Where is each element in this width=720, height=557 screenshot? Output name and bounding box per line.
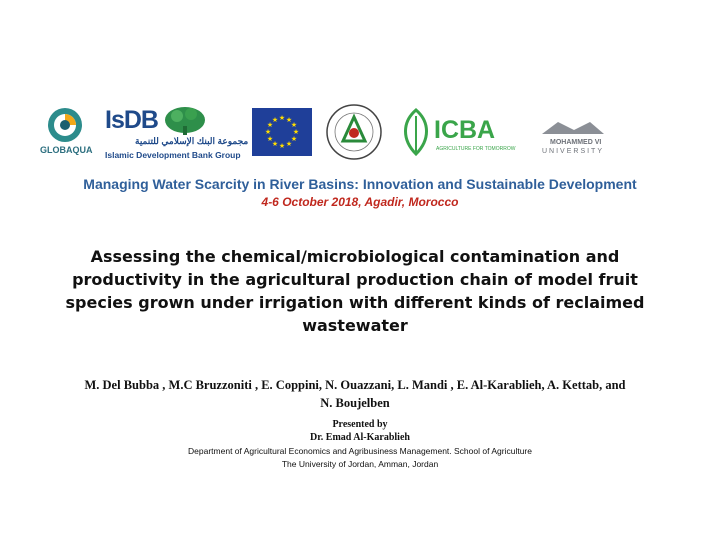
svg-text:★: ★	[266, 121, 274, 129]
icba-tagline: AGRICULTURE FOR TOMORROW	[436, 146, 516, 152]
svg-text:★: ★	[285, 140, 293, 148]
university: The University of Jordan, Amman, Jordan	[281, 459, 439, 469]
um6p-line2: UNIVERSITY	[542, 148, 605, 155]
um6p-logo	[538, 118, 608, 160]
icba-logo	[400, 106, 516, 162]
um6p-name: MOHAMMED VI	[550, 139, 602, 146]
svg-text:★: ★	[271, 140, 279, 148]
isdb-logo	[105, 106, 249, 162]
isdb-tree-icon	[163, 106, 208, 136]
svg-text:★: ★	[278, 114, 286, 122]
svg-text:★: ★	[290, 135, 298, 143]
conference-title: Managing Water Scarcity in River Basins: Innovation and Sustainable Development	[83, 176, 637, 192]
svg-text:★: ★	[278, 142, 286, 150]
authors: M. Del Bubba , M.C Bruzzoniti , E. Coppini, N. Ouazzani, L. Mandi , E. Al-Karablieh, A. Kettab, and N. Boujelben	[84, 378, 626, 410]
department: Department of Agricultural Economics and Agribusiness Management. School of Agriculture	[188, 446, 532, 456]
presented-by-label: Presented by	[332, 419, 388, 430]
svg-text:★: ★	[292, 128, 300, 136]
svg-text:★: ★	[290, 121, 298, 129]
talk-title: Assessing the chemical/microbiological contamination and productivity in the agricultural production chain of model fruit species grown under irrigation with different kinds of reclaimed wastewater	[65, 247, 645, 335]
svg-text:★: ★	[264, 128, 272, 136]
isdb-arabic: مجموعة البنك الإسلامي للتنمية	[135, 136, 249, 146]
um6p-emblem-icon	[538, 118, 608, 138]
svg-text:★: ★	[285, 116, 293, 124]
svg-text:★: ★	[271, 116, 279, 124]
eu-flag	[252, 108, 312, 161]
leaf-icon	[400, 108, 432, 156]
svg-text:★: ★	[266, 135, 274, 143]
globaqua-logo	[40, 105, 93, 160]
presenter-name: Dr. Emad Al-Karablieh	[310, 432, 410, 443]
iav-seal	[325, 103, 383, 166]
globaqua-name: GLOBAQUA	[40, 145, 93, 155]
isdb-name: IsDB	[105, 106, 158, 134]
isdb-subtitle: Islamic Development Bank Group	[105, 150, 241, 160]
icba-name: ICBA	[434, 116, 496, 144]
conference-date: 4-6 October 2018, Agadir, Morocco	[261, 195, 459, 209]
